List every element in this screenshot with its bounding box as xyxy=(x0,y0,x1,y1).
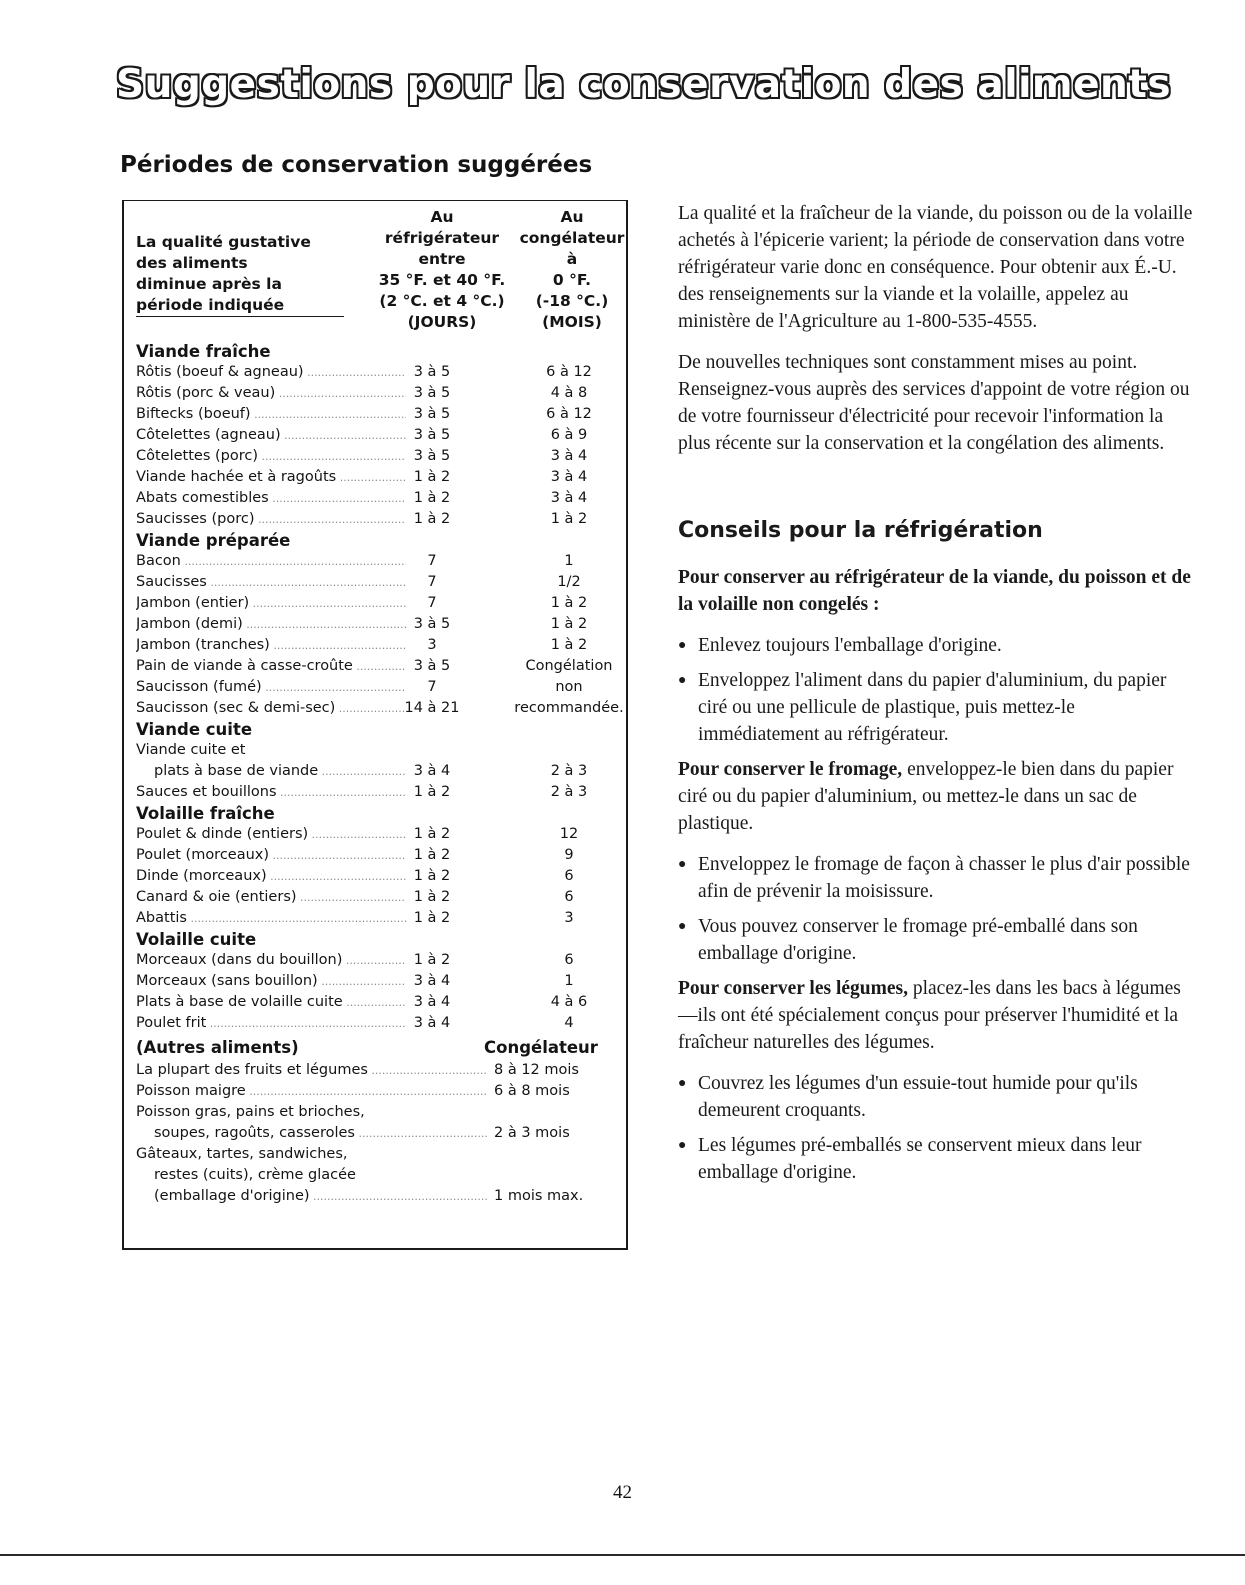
table-section-title: Viande cuite xyxy=(136,720,253,739)
freezer-months: 3 à 4 xyxy=(550,469,588,485)
table-row xyxy=(136,1186,622,1207)
fridge-days: 1 à 2 xyxy=(413,490,451,506)
freezer-duration: 1 mois max. xyxy=(494,1188,584,1204)
freezer-months: 9 xyxy=(564,847,574,863)
table-row xyxy=(136,740,622,761)
table-row xyxy=(136,824,622,845)
advice-column xyxy=(678,200,1198,1194)
cheese-lead xyxy=(678,756,1198,837)
header-line: (-18 °C.) xyxy=(535,292,609,310)
food-name: Morceaux (sans bouillon) ..... xyxy=(136,971,406,992)
food-name: Abats comestibles ..... xyxy=(136,488,406,509)
food-name: Abattis ..... xyxy=(136,908,406,929)
table-section-title: Volaille fraîche xyxy=(136,804,275,823)
food-name: Saucisson (fumé) ..... xyxy=(136,677,406,698)
food-name: Viande hachée et à ragoûts ..... xyxy=(136,467,406,488)
table-row xyxy=(136,614,622,635)
table-row xyxy=(136,404,622,425)
bullet-text: Enlevez toujours l'emballage d'origine. xyxy=(698,635,1002,656)
bullet-icon: ● xyxy=(678,1076,687,1091)
bullet-text: Enveloppez le fromage de façon à chasser le plus d'air possible afin de prévenir la moisissure. xyxy=(698,854,1190,902)
freezer-months: 1 à 2 xyxy=(550,595,588,611)
list-item xyxy=(678,913,1198,967)
food-name: soupes, ragoûts, casseroles ..... xyxy=(136,1123,488,1144)
food-name: Gâteaux, tartes, sandwiches, xyxy=(136,1146,348,1162)
bullet-icon: ● xyxy=(678,673,687,688)
table-section-title: Viande fraîche xyxy=(136,342,271,361)
page-number: 42 xyxy=(613,1482,632,1503)
fridge-days: 3 à 5 xyxy=(413,364,451,380)
food-name: Biftecks (boeuf) ..... xyxy=(136,404,406,425)
section-subtitle: Périodes de conservation suggérées xyxy=(120,152,593,178)
table-row xyxy=(136,887,622,908)
header-line: diminue après la xyxy=(136,275,282,293)
table-row xyxy=(136,1060,622,1081)
food-name: (emballage d'origine) ..... xyxy=(136,1186,488,1207)
table-row xyxy=(136,1102,622,1123)
other-foods-title: (Autres aliments) xyxy=(136,1038,299,1057)
cheese-lead-bold: Pour conserver le fromage, xyxy=(678,759,903,780)
header-line: période indiquée xyxy=(136,295,344,317)
page-title: Suggestions pour la conservation des aliments xyxy=(116,62,1172,107)
fridge-days: 3 à 5 xyxy=(413,427,451,443)
table-row xyxy=(136,425,622,446)
food-name: Côtelettes (porc) ..... xyxy=(136,446,406,467)
header-line: réfrigérateur xyxy=(384,229,500,247)
freezer-months: 4 à 8 xyxy=(550,385,588,401)
freezer-months: 12 xyxy=(559,826,579,842)
freezer-months: 3 à 4 xyxy=(550,490,588,506)
bullet-text: Les légumes pré-emballés se conservent mieux dans leur emballage d'origine. xyxy=(698,1135,1142,1183)
food-name: Rôtis (boeuf & agneau) ..... xyxy=(136,362,406,383)
table-header-freezer xyxy=(516,207,628,333)
table-row xyxy=(136,971,622,992)
food-name: Jambon (tranches) ..... xyxy=(136,635,406,656)
storage-table xyxy=(122,200,628,1250)
table-row xyxy=(136,467,622,488)
freezer-months: 1 xyxy=(564,973,574,989)
header-line: Au xyxy=(430,208,454,226)
fridge-days: 14 à 21 xyxy=(404,700,460,716)
freezer-months: 3 xyxy=(564,910,574,926)
freezer-months: 6 à 12 xyxy=(546,364,592,380)
table-row xyxy=(136,509,622,530)
freezer-months: 1 xyxy=(564,553,574,569)
fridge-days: 1 à 2 xyxy=(413,889,451,905)
table-row xyxy=(136,950,622,971)
table-row xyxy=(136,1013,622,1034)
freezer-months: recommandée. xyxy=(514,700,624,716)
food-name: Viande cuite et xyxy=(136,742,246,758)
food-name: Poulet frit ..... xyxy=(136,1013,406,1034)
table-row xyxy=(136,866,622,887)
intro-paragraph: La qualité et la fraîcheur de la viande, du poisson ou de la volaille achetés à l'épicerie varient; la période de conservation dans votre réfrigérateur varie donc en conséquence. Pour obtenir aux É.-U. des renseignements sur la viande et la volaille, appelez au ministère de l'Agriculture au 1-800-535-4555. xyxy=(678,203,1193,332)
fridge-days: 3 à 5 xyxy=(413,448,451,464)
table-body xyxy=(136,341,622,1207)
bullet-text: Couvrez les légumes d'un essuie-tout humide pour qu'ils demeurent croquants. xyxy=(698,1073,1138,1121)
freezer-months: 3 à 4 xyxy=(550,448,588,464)
bullet-icon: ● xyxy=(678,919,687,934)
vegetable-lead-bold: Pour conserver les légumes, xyxy=(678,978,908,999)
intro-paragraph: De nouvelles techniques sont constamment mises au point. Renseignez-vous auprès des services d'appoint de votre région ou de votre fournisseur d'électricité pour recevoir l'information la plus récente sur la conservation et la congélation des aliments. xyxy=(678,352,1190,454)
table-row xyxy=(136,362,622,383)
header-line: des aliments xyxy=(136,254,248,272)
fridge-days: 7 xyxy=(427,574,437,590)
freezer-months: 1/2 xyxy=(557,574,581,590)
fridge-days: 1 à 2 xyxy=(413,910,451,926)
freezer-months: 6 à 9 xyxy=(550,427,588,443)
bullet-text: Enveloppez l'aliment dans du papier d'aluminium, du papier ciré ou une pellicule de plastique, puis mettez-le immédiatement au réfrigérateur. xyxy=(698,670,1167,745)
freezer-duration: 6 à 8 mois xyxy=(494,1083,570,1099)
header-line: (2 °C. et 4 °C.) xyxy=(379,292,505,310)
table-row xyxy=(136,761,622,782)
vegetable-lead-text: placez-les dans les bacs à légumes—ils ont été spécialement conçus pour préserver l'humidité et la fraîcheur naturelles des légumes. xyxy=(678,978,1181,1053)
list-item xyxy=(678,632,1198,659)
header-line: (MOIS) xyxy=(542,313,602,331)
food-name: Saucisses (porc) ..... xyxy=(136,509,406,530)
freezer-months: non xyxy=(555,679,583,695)
fridge-days: 3 xyxy=(427,637,437,653)
fridge-days: 1 à 2 xyxy=(413,784,451,800)
bullet-icon: ● xyxy=(678,857,687,872)
list-item xyxy=(678,667,1198,748)
table-row xyxy=(136,1123,622,1144)
list-item xyxy=(678,1132,1198,1186)
table-row xyxy=(136,1081,622,1102)
food-name: Poulet (morceaux) ..... xyxy=(136,845,406,866)
list-item xyxy=(678,851,1198,905)
table-row xyxy=(136,845,622,866)
freezer-months: 2 à 3 xyxy=(550,763,588,779)
fridge-days: 7 xyxy=(427,553,437,569)
table-row xyxy=(136,992,622,1013)
fridge-days: 7 xyxy=(427,679,437,695)
header-line: Au xyxy=(560,208,584,226)
freezer-months: 6 xyxy=(564,952,574,968)
table-row xyxy=(136,635,622,656)
table-header-left xyxy=(136,232,344,317)
bullet-text: Vous pouvez conserver le fromage pré-emballé dans son emballage d'origine. xyxy=(698,916,1138,964)
table-row xyxy=(136,383,622,404)
fridge-days: 3 à 5 xyxy=(413,658,451,674)
bottom-rule xyxy=(0,1554,1245,1556)
table-row xyxy=(136,698,622,719)
table-row xyxy=(136,656,622,677)
freezer-months: 6 à 12 xyxy=(546,406,592,422)
other-freezer-label: Congélateur xyxy=(484,1038,598,1057)
list-item xyxy=(678,1070,1198,1124)
table-section-title: Volaille cuite xyxy=(136,930,257,949)
food-name: Saucisson (sec & demi-sec) ..... xyxy=(136,698,406,719)
food-name: Poisson maigre ..... xyxy=(136,1081,488,1102)
table-row xyxy=(136,551,622,572)
freezer-duration: 2 à 3 mois xyxy=(494,1125,570,1141)
header-line: 0 °F. xyxy=(552,271,592,289)
table-row xyxy=(136,572,622,593)
food-name: Plats à base de volaille cuite ..... xyxy=(136,992,406,1013)
fridge-days: 3 à 4 xyxy=(413,763,451,779)
freezer-months: 4 à 6 xyxy=(550,994,588,1010)
bullet-icon: ● xyxy=(678,1138,687,1153)
header-line: congélateur xyxy=(519,229,625,247)
fridge-days: 3 à 5 xyxy=(413,385,451,401)
fridge-days: 3 à 4 xyxy=(413,973,451,989)
table-header-fridge xyxy=(362,207,522,333)
fridge-days: 7 xyxy=(427,595,437,611)
food-name: Bacon ..... xyxy=(136,551,406,572)
food-name: Jambon (demi) ..... xyxy=(136,614,406,635)
food-name: Jambon (entier) ..... xyxy=(136,593,406,614)
freezer-months: 4 xyxy=(564,1015,574,1031)
header-line: (JOURS) xyxy=(407,313,477,331)
freezer-months: 6 xyxy=(564,868,574,884)
food-name: Dinde (morceaux) ..... xyxy=(136,866,406,887)
table-section-title: Viande préparée xyxy=(136,531,291,550)
fridge-days: 1 à 2 xyxy=(413,511,451,527)
food-name: Pain de viande à casse-croûte ..... xyxy=(136,656,406,677)
table-row xyxy=(136,677,622,698)
food-name: Canard & oie (entiers) ..... xyxy=(136,887,406,908)
table-row xyxy=(136,1144,622,1165)
food-name: La plupart des fruits et légumes ..... xyxy=(136,1060,488,1081)
table-row xyxy=(136,488,622,509)
freezer-months: Congélation xyxy=(525,658,613,674)
freezer-months: 1 à 2 xyxy=(550,637,588,653)
food-name: Saucisses ..... xyxy=(136,572,406,593)
fridge-days: 3 à 5 xyxy=(413,616,451,632)
table-row xyxy=(136,1165,622,1186)
food-name: Poulet & dinde (entiers) ..... xyxy=(136,824,406,845)
table-row xyxy=(136,593,622,614)
freezer-months: 2 à 3 xyxy=(550,784,588,800)
food-name: Morceaux (dans du bouillon) ..... xyxy=(136,950,406,971)
food-name: Poisson gras, pains et brioches, xyxy=(136,1104,365,1120)
table-row xyxy=(136,908,622,929)
fridge-days: 3 à 4 xyxy=(413,1015,451,1031)
other-foods-header xyxy=(136,1036,622,1060)
fridge-days: 3 à 5 xyxy=(413,406,451,422)
food-name: restes (cuits), crème glacée xyxy=(154,1167,356,1183)
fridge-days: 1 à 2 xyxy=(413,868,451,884)
freezer-months: 1 à 2 xyxy=(550,616,588,632)
cheese-lead-text: enveloppez-le bien dans du papier ciré ou du papier d'aluminium, ou mettez-le dans un sac de plastique. xyxy=(678,759,1174,834)
header-line: à xyxy=(566,250,578,268)
header-line: entre xyxy=(418,250,466,268)
food-name: Côtelettes (agneau) ..... xyxy=(136,425,406,446)
fridge-days: 1 à 2 xyxy=(413,952,451,968)
food-name: Sauces et bouillons ..... xyxy=(136,782,406,803)
table-row xyxy=(136,446,622,467)
food-name: Rôtis (porc & veau) ..... xyxy=(136,383,406,404)
bullet-icon: ● xyxy=(678,638,687,653)
refrigeration-heading: Conseils pour la réfrigération xyxy=(678,518,1043,543)
table-row xyxy=(136,782,622,803)
fridge-days: 1 à 2 xyxy=(413,469,451,485)
freezer-months: 6 xyxy=(564,889,574,905)
food-name: plats à base de viande ..... xyxy=(136,761,406,782)
fridge-days: 1 à 2 xyxy=(413,826,451,842)
header-line: 35 °F. et 40 °F. xyxy=(378,271,506,289)
fridge-days: 3 à 4 xyxy=(413,994,451,1010)
fridge-days: 1 à 2 xyxy=(413,847,451,863)
vegetable-lead xyxy=(678,975,1198,1056)
meat-lead: Pour conserver au réfrigérateur de la viande, du poisson et de la volaille non congelés : xyxy=(678,567,1191,615)
header-line: La qualité gustative xyxy=(136,233,311,251)
freezer-duration: 8 à 12 mois xyxy=(494,1062,579,1078)
freezer-months: 1 à 2 xyxy=(550,511,588,527)
